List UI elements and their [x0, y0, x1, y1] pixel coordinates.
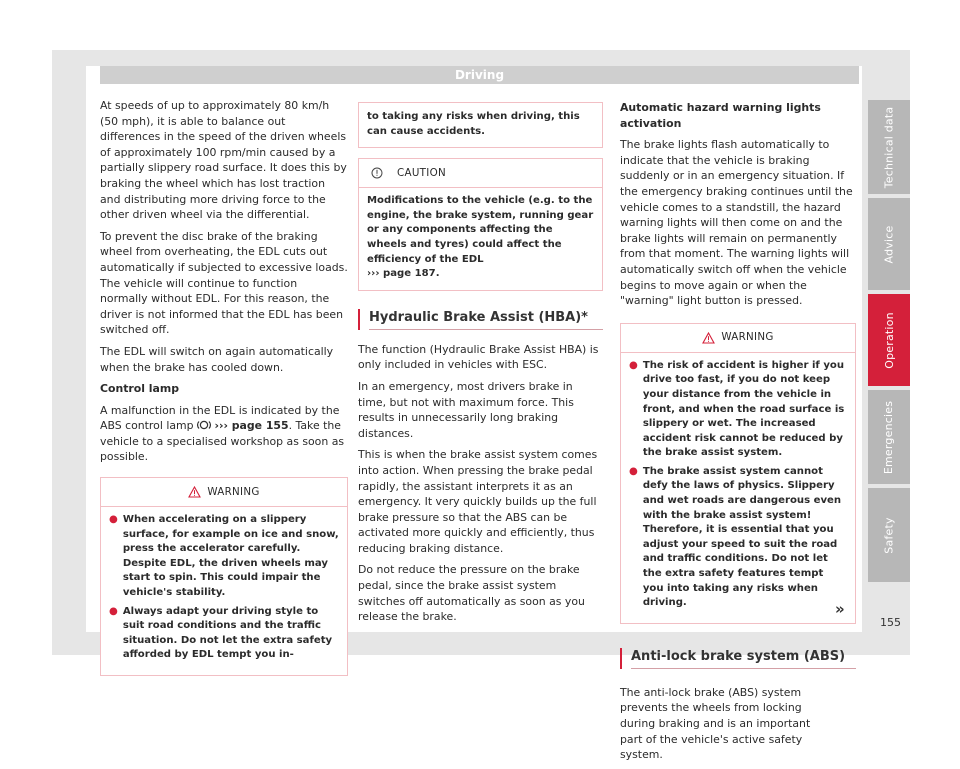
warning-label: WARNING — [207, 485, 260, 498]
bullet-dot: ● — [629, 465, 638, 477]
caution-box — [358, 158, 603, 291]
tab-label: Safety — [882, 516, 896, 554]
section-accent-bar — [620, 648, 622, 669]
tab-advice[interactable] — [868, 198, 910, 290]
tab-label: Emergencies — [882, 400, 896, 474]
tab-technical-data[interactable] — [868, 100, 910, 194]
warning-bullet — [629, 359, 847, 461]
tab-emergencies[interactable] — [868, 390, 910, 484]
tab-label: Technical data — [882, 106, 896, 188]
warning-triangle-icon — [188, 486, 201, 498]
control-lamp-text-a: A malfunction in the EDL is indicated by the ABS control lamp — [100, 403, 340, 433]
warning-box-continued — [358, 102, 603, 148]
column-1 — [100, 98, 348, 686]
hazard-lights-heading: Automatic hazard warning lights activation — [620, 101, 821, 130]
page-reference-link[interactable]: ››› page 155 — [214, 419, 289, 433]
caution-divider — [359, 187, 602, 188]
hba-paragraph-1: The function (Hydraulic Brake Assist HBA) is only included in vehicles with ESC. — [358, 342, 599, 372]
tab-label: Advice — [882, 225, 896, 263]
warning-bullet — [109, 605, 339, 663]
edl-paragraph-3: The EDL will switch on again automatically when the brake has cooled down. — [100, 344, 334, 374]
chapter-header: Driving — [100, 66, 859, 84]
warning-header — [109, 484, 339, 500]
control-lamp-paragraph — [100, 403, 348, 465]
bullet-dot: ● — [629, 359, 638, 371]
section-heading-abs — [620, 648, 856, 669]
bullet-dot: ● — [109, 514, 118, 526]
caution-end: . — [435, 268, 440, 280]
warning-bullet — [109, 513, 339, 601]
warning-box-hba — [620, 323, 856, 624]
edl-paragraph-1: At speeds of up to approximately 80 km/h (50 mph), it is able to balance out differences in the speed of the driven wheels of approximately 100 rpm/min caused by a partially slippery road surface. It does this by braking the wheel which has lost traction and distributing more driving force to the other driven wheel via the differential. — [100, 99, 347, 222]
section-accent-bar — [358, 309, 360, 330]
hba-paragraph-3: This is when the brake assist system comes into action. When pressing the brake pedal rapidly, the assistant interprets it as an emergency. It very quickly builds up the full brake pressure so that the ABS can be activated more quickly and efficiently, thus reducing braking distance. — [358, 448, 598, 555]
caution-label: CAUTION — [397, 166, 447, 179]
section-title: Anti-lock brake system (ABS) — [631, 648, 856, 669]
column-2 — [358, 102, 603, 631]
column-3 — [620, 100, 856, 769]
tab-safety[interactable] — [868, 488, 910, 582]
caution-info-icon — [371, 167, 383, 179]
warning-triangle-icon — [702, 332, 715, 344]
warning-continued-text: to taking any risks when driving, this can cause accidents. — [367, 111, 580, 137]
bullet-dot: ● — [109, 605, 118, 617]
page-reference-link[interactable]: ››› page 187 — [367, 268, 436, 280]
hba-paragraph-2: In an emergency, most drivers brake in time, but not with maximum force. This results in unnecessarily long braking distances. — [358, 379, 574, 440]
hba-paragraph-4: Do not reduce the pressure on the brake pedal, since the brake assist system switches off automatically as soon as you release the brake. — [358, 563, 585, 624]
tab-operation[interactable] — [868, 294, 910, 386]
warning-bullet-text: Always adapt your driving style to suit road conditions and the traffic situation. Do not let the extra safety afforded by EDL tempt you in- — [122, 605, 333, 661]
warning-bullet — [629, 465, 847, 611]
edl-paragraph-2: To prevent the disc brake of the braking wheel from overheating, the EDL cuts out automatically if subjected to excessive loads. The vehicle will continue to function normally without EDL. For this reason, the driver is not informed that the EDL has been switched off. — [100, 229, 348, 337]
warning-bullet-text: The brake assist system cannot defy the laws of physics. Slippery and wet roads are dangerous even with the brake assist system! Therefore, it is essential that you adjust your speed to suit the road and traffic conditions. Do not let the extra safety features tempt you into taking any risks when driving. — [642, 465, 842, 609]
warning-header — [629, 330, 847, 346]
section-heading-hba — [358, 309, 603, 330]
warning-label: WARNING — [721, 331, 774, 344]
warning-bullet-text: When accelerating on a slippery surface, for example on ice and snow, press the accelerator carefully. Despite EDL, the driven wheels may start to spin. This could impair the vehicle's stability. — [122, 514, 339, 599]
caution-header — [367, 165, 594, 181]
section-title: Hydraulic Brake Assist (HBA)* — [369, 309, 603, 330]
control-lamp-text-b: . Take the vehicle to a specialised workshop as soon as possible. — [100, 419, 345, 464]
abs-lamp-icon — [197, 420, 211, 430]
warning-bullet-text: The risk of accident is higher if you drive too fast, if you do not keep your distance from the vehicle in front, and when the road surface is slippery or wet. The increased accident risk cannot be reduced by the brake assist system. — [642, 359, 845, 459]
hazard-lights-paragraph: The brake lights flash automatically to indicate that the vehicle is braking suddenly or in an emergency situation. If the emergency braking continues until the vehicle comes to a standstill, the hazard warning lights will then come on and the brake lights will remain on permanently from that moment. The warning lights will automatically switch off when the vehicle begins to move again or when the "warning" light button is pressed. — [620, 138, 853, 308]
caution-text: Modifications to the vehicle (e.g. to the engine, the brake system, running gear or any components affecting the wheels and tyres) could affect the efficiency of the EDL — [367, 195, 594, 265]
page-number: 155 — [880, 616, 901, 629]
warning-divider — [101, 506, 347, 507]
warning-divider — [621, 352, 855, 353]
abs-paragraph: The anti-lock brake (ABS) system prevents the wheels from locking during braking and is an important part of the vehicle's active safety system. — [620, 685, 811, 762]
tab-label: Operation — [882, 311, 896, 369]
warning-box-edl — [100, 477, 348, 676]
continued-marker: » — [835, 600, 845, 618]
control-lamp-heading: Control lamp — [100, 382, 180, 396]
